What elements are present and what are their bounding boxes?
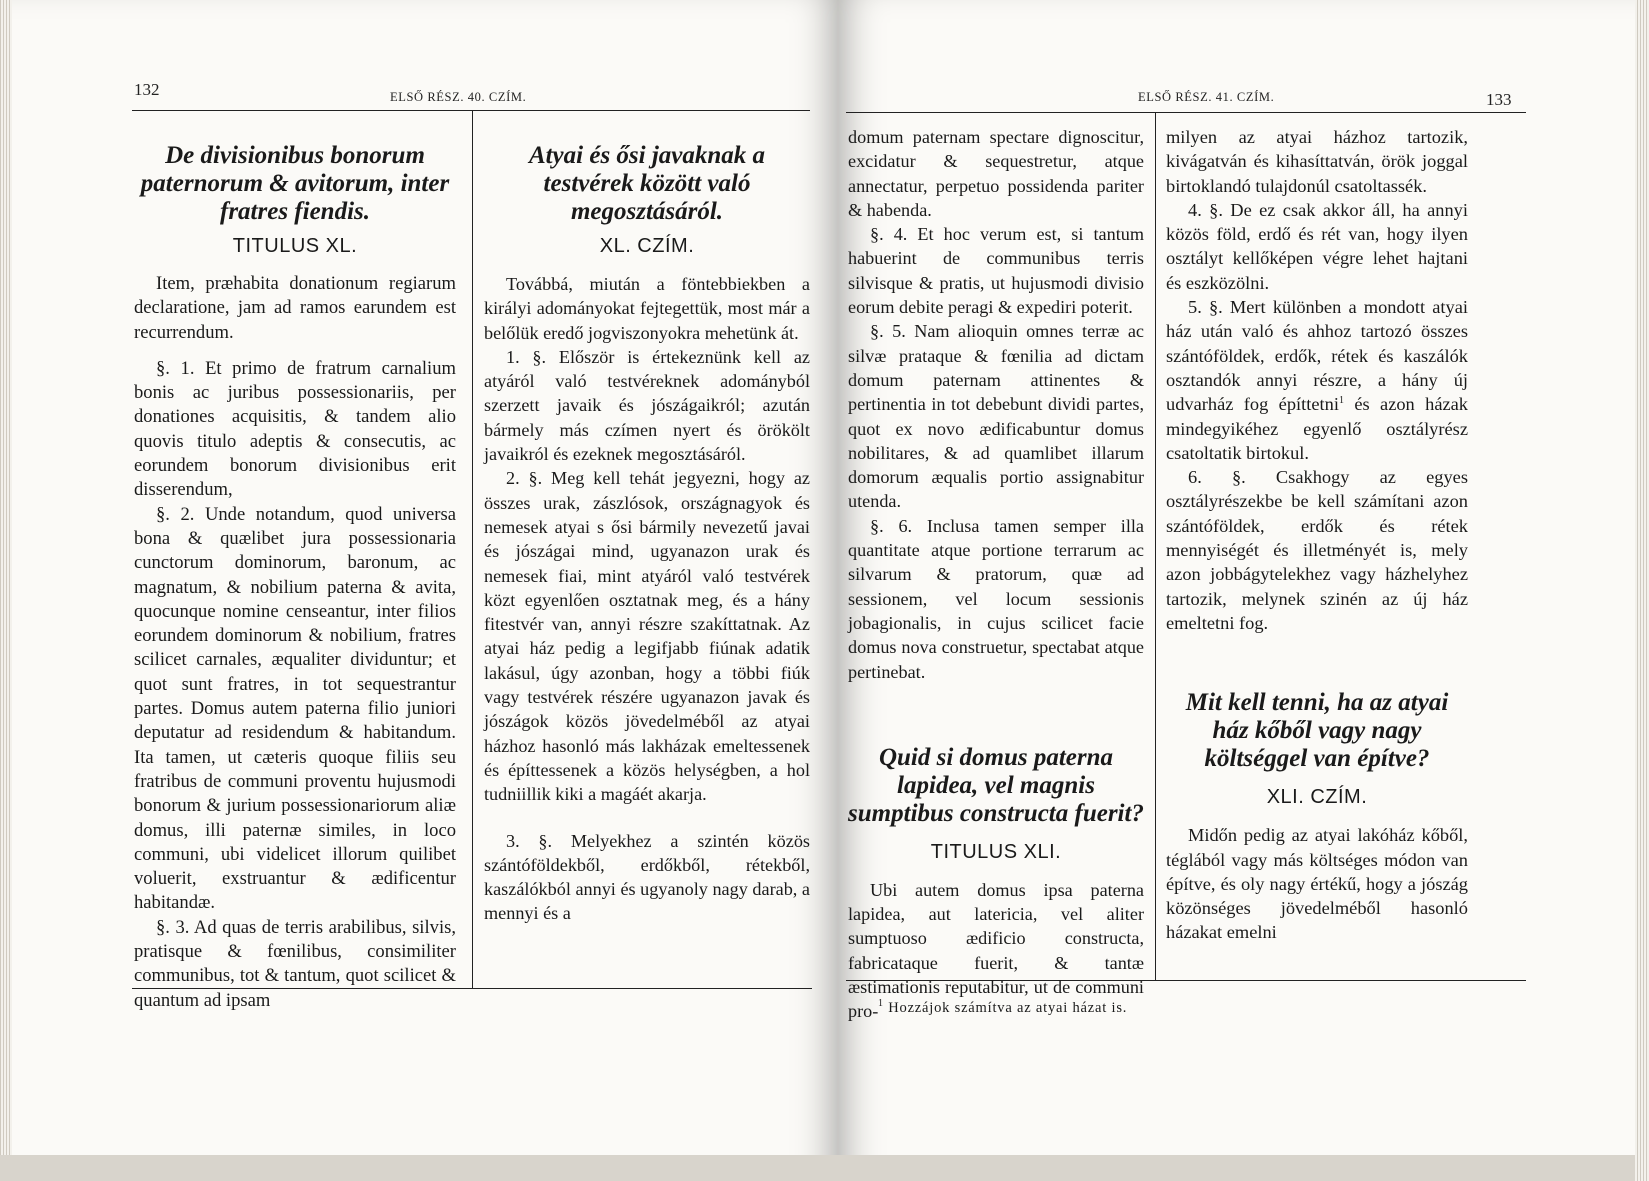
right-page bbox=[838, 0, 1649, 1181]
page-edge-bottom-left bbox=[0, 1155, 838, 1181]
running-head-left: ELSŐ RÉSZ. 40. CZÍM. bbox=[390, 90, 527, 104]
latin-heading: Quid si domus paterna lapidea, vel magnis sumptibus constructa fuerit? bbox=[848, 743, 1144, 827]
hungarian-paragraph: 3. §. Melyekhez a szintén közös szántóföldekből, erdőkből, rétekből, kaszálókból annyi és ugyanoly nagy darab, a mennyi és a bbox=[484, 830, 810, 924]
latin-paragraph: §. 1. Et primo de fratrum carnalium bonis ac juribus possessionariis, per donationes acquisitis, & tandem alio quovis titulo adeptis & consecutis, ac eorundem bonorum divisionibus erit disserendum, bbox=[134, 357, 456, 501]
hungarian-paragraph-text: 5. §. Mert különben a mondott atyai ház után való és ahhoz tartozó összes szántóföldek, erdők, rétek és kaszálók osztandók annyi részre, a hány új udvarház fog építtetni bbox=[1166, 297, 1468, 415]
latin-column-left bbox=[134, 142, 456, 1013]
hungarian-paragraph: 4. §. De ez csak akkor áll, ha annyi közös föld, erdő és rét van, hogy ilyen osztályt kellőképen végre lehet hajtani és eszközölni. bbox=[1166, 199, 1468, 293]
hungarian-paragraph: 6. §. Csakhogy az egyes osztályrészekbe be kell számítani azon szántóföldek, erdők és rétek mennyiségét és illetményét is, mely azon jobbágytelekhez vagy házhelyhez tartozik, melynek szinén az új ház emeltetni fog. bbox=[1166, 467, 1468, 633]
latin-paragraph: §. 2. Unde notandum, quod universa bona & quælibet jura possessionaria cunctorum dominorum, baronum, ac magnatum, & nobilium paterna & avita, quocunque nomine censeantur, inter filios eorundem dominorum & nobilium, fratres scilicet carnales, æqualiter dividuntur; et quot sunt fratres, in tot sequestrantur partes. Domus autem paterna filio juniori deputatur ad residendum & habitandum. Ita tamen, ut cæteris quoque filiis seu fratribus de communi proventu hujusmodi bonorum & jurium possessionariorum aliæ domus, illi paternæ similes, in loco communi, ubi videlicet illorum quilibet voluerit, exstruantur & ædificentur habitandæ. bbox=[134, 503, 456, 914]
latin-paragraph: §. 5. Nam alioquin omnes terræ ac silvæ prataque & fœnilia ad dictam domum paternam attinentes & pertinentia in tot debebunt dividi partes, quot ex novo ædificabuntur domus nobilitares, & ad quamlibet illarum domorum æqualis portio assignabitur utenda. bbox=[848, 321, 1144, 512]
column-divider-right bbox=[1155, 112, 1156, 980]
footnote-text: Hozzájok számítva az atyai házat is. bbox=[888, 1000, 1128, 1016]
hungarian-paragraph: milyen az atyai házhoz tartozik, kivágatván és kihasíttatván, örök joggal birtoklandó tulajdonúl csatoltassék. bbox=[1166, 127, 1468, 196]
latin-paragraph: Item, præhabita donationum regiarum declaratione, jam ad ramos earundem est recurrendum. bbox=[134, 273, 456, 343]
hungarian-column-right bbox=[1166, 125, 1468, 945]
latin-column-right bbox=[848, 125, 1144, 1024]
column-divider-left bbox=[472, 110, 473, 988]
hungarian-paragraph: 1. §. Először is értekeznünk kell az atyáról való testvéreknek adományból szerzett javaik és jószágaikról; azután bármely más czímen nyert és örökölt javaikról és ezeknek megosztásáról. bbox=[484, 346, 810, 465]
page-number-left: 132 bbox=[134, 80, 160, 99]
hungarian-paragraph: 2. §. Meg kell tehát jegyezni, hogy az összes urak, zászlósok, országnagyok és nemesek atyai s ősi bármily nevezetű javai és jószágai mind, ugyanazon urak és nemesek fiai, mint atyáról való testvérek közt egyenlően osztatnak meg, és a hány fitestvér van, annyi részre szakíttatnak. Az atyai ház pedig a legifjabb fiúnak adatik lakásul, úgy azonban, hogy a többi fiúk vagy testvérek részére ugyanazon javak és jószágok közös jövedelméből az atyai házhoz hasonló más lakházak emeltessenek és építtessenek a közös helységben, a hol tudniillik kiki a magáét akarja. bbox=[484, 468, 810, 805]
header-rule-left bbox=[132, 110, 810, 111]
footnote-marker: 1 bbox=[1338, 395, 1344, 407]
header-rule-right bbox=[846, 112, 1526, 113]
latin-title: TITULUS XL. bbox=[232, 235, 358, 257]
page-edge-bottom-right bbox=[838, 1155, 1649, 1181]
running-head-right: ELSŐ RÉSZ. 41. CZÍM. bbox=[1138, 90, 1275, 104]
latin-paragraph: §. 6. Inclusa tamen semper illa quantitate atque portione terrarum ac silvarum & pratorum, quæ ad sessionem, vel locum sessionis jobagionalis, in cujus scilicet facie domus nova construetur, spectabat atque pertinebat. bbox=[848, 515, 1144, 682]
hungarian-title: XLI. CZÍM. bbox=[1266, 786, 1368, 809]
hungarian-paragraph-text: és azon házak mindegyikéhez egyenlő osztályrész csatoltatik birtokul. bbox=[1166, 394, 1468, 463]
page-number-right: 133 bbox=[1486, 90, 1512, 109]
hungarian-title: XL. CZÍM. bbox=[599, 235, 695, 257]
hungarian-heading: Mit kell tenni, ha az atyai ház kőből vagy nagy költséggel van építve? bbox=[1185, 689, 1449, 773]
footnote-number: 1 bbox=[878, 998, 884, 1010]
hungarian-paragraph: Továbbá, miután a föntebbiekben a királyi adományokat fejtegettük, most már a belőlük eredő jogviszonyokra mehetünk át. bbox=[484, 274, 810, 343]
hungarian-heading: Atyai és ősi javaknak a testvérek között való megosztásáról. bbox=[528, 142, 766, 225]
latin-paragraph: §. 4. Et hoc verum est, si tantum habuerint de communibus terris silvisque & pratis, ut hujusmodi divisio eorum debite peragi & expediri poterit. bbox=[848, 224, 1144, 318]
latin-paragraph: Ubi autem domus ipsa paterna lapidea, aut latericia, vel aliter sumptuoso ædificio constructa, fabricataque fuerit, & tantæ æstimationis reputabitur, ut de communi pro- bbox=[848, 879, 1144, 1022]
hungarian-paragraph bbox=[1166, 295, 1468, 465]
latin-heading: De divisionibus bonorum paternorum & avitorum, inter fratres fiendis. bbox=[140, 142, 450, 225]
footnote bbox=[878, 1000, 1127, 1017]
latin-paragraph: domum paternam spectare dignoscitur, excidatur & sequestretur, atque annectatur, perpetuo possidenda pariter & habenda. bbox=[848, 127, 1144, 220]
hungarian-paragraph: Midőn pedig az atyai lakóház kőből, téglából vagy más költséges módon van építve, és oly nagy értékű, hogy a jószág közönséges jövedelméből hasonló házakat emelni bbox=[1166, 825, 1468, 943]
latin-paragraph: §. 3. Ad quas de terris arabilibus, silvis, pratisque & fœnilibus, consimiliter communibus, tot & tantum, quot scilicet & quantum ad ipsam bbox=[134, 916, 456, 1011]
latin-title: TITULUS XLI. bbox=[930, 840, 1062, 863]
hungarian-column-left bbox=[484, 142, 810, 926]
